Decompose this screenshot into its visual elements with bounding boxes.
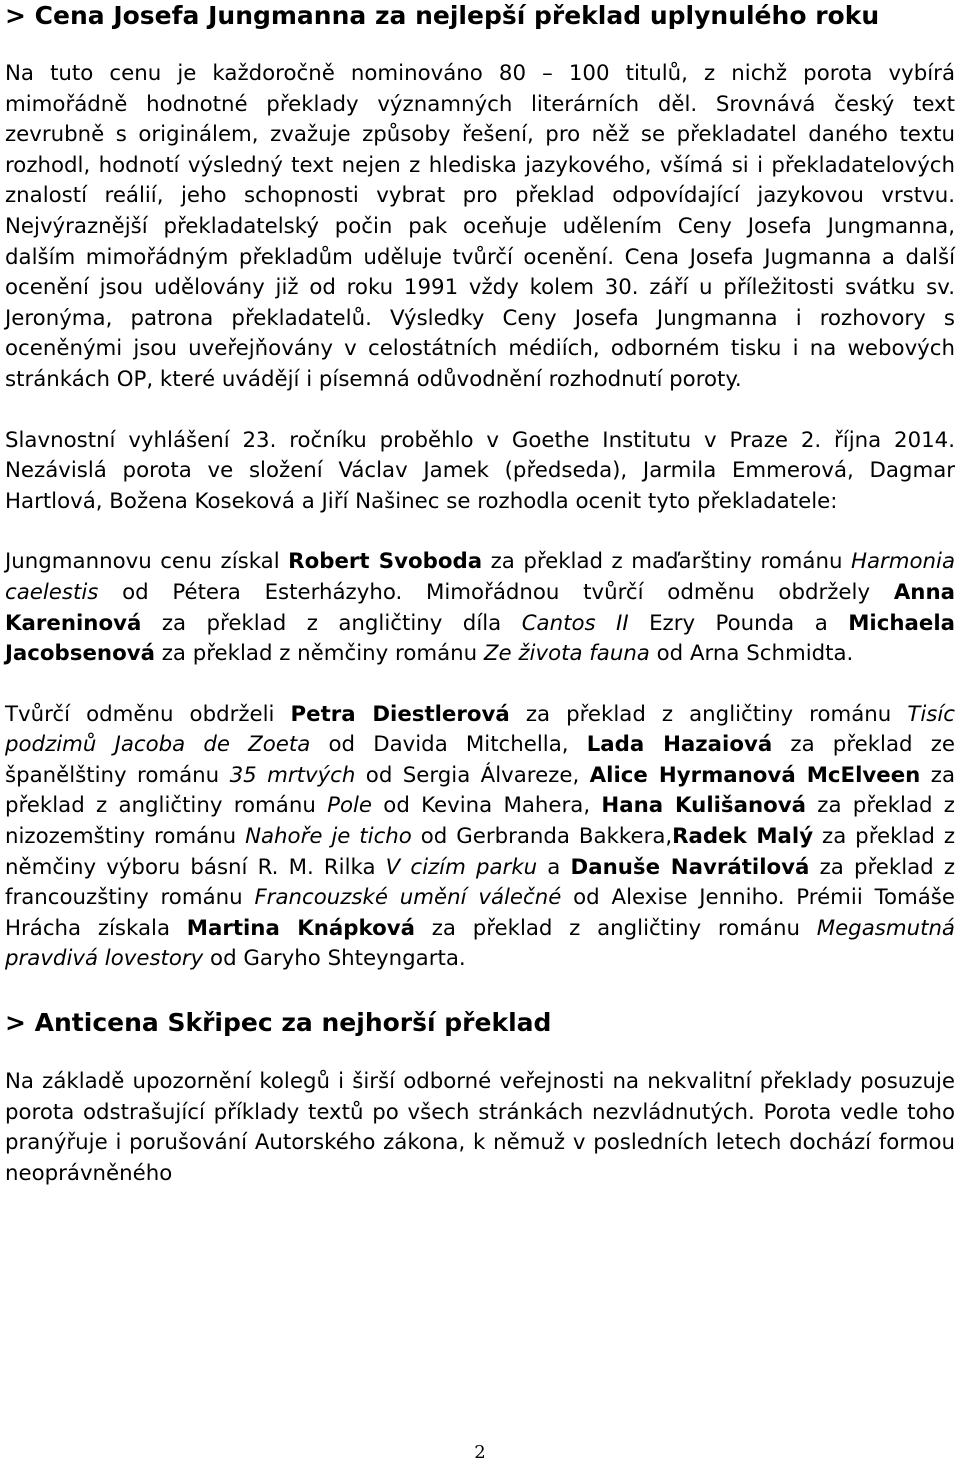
work-title: Megasmutná pravdivá lovestory (5, 915, 955, 972)
text-span: od Kevina Mahera, (372, 793, 602, 819)
work-title: Cantos II (521, 610, 629, 636)
translator-name: Alice Hyrmanová McElveen (589, 762, 921, 788)
text-span: Ezry Pounda a (628, 610, 849, 636)
translator-name: Michaela Jacobsenová (5, 610, 955, 667)
paragraph-creative-awards (5, 700, 955, 975)
translator-name: Martina Knápková (186, 915, 415, 941)
paragraph-main-winner (5, 547, 955, 669)
text-span: od Davida Mitchella, (310, 732, 587, 758)
work-title: Tisíc podzimů Jacoba de Zoeta (5, 701, 955, 758)
text-span: od Alexise Jenniho. Prémii Tomáše Hrácha získala (5, 885, 955, 941)
work-title: Nahoře je ticho (245, 824, 412, 850)
paragraph-prize-description: Na tuto cenu je každoročně nominováno 80 – 100 titulů, z nichž porota vybírá mimořádně hodnotné překlady významných literárních děl. Srovnává český text zevrubně s originálem, zvažuje způsoby řešení, pro něž se překladatel daného textu rozhodl, hodnotí výsledný text nejen z hlediska jazykového, všímá si i překladatelových znalostí reálií, jeho schopnosti vybrat pro překlad odpovídající jazykovou vrstvu. Nejvýraznější překladatelský počin pak oceňuje udělením Ceny Josefa Jungmanna, dalším mimořádným překladům uděluje tvůrčí ocenění. Cena Josefa Jugmanna a další ocenění jsou udělovány již od roku 1991 vždy kolem 30. září u příležitosti svátku sv. Jeronýma, patrona překladatelů. Výsledky Ceny Josefa Jungmanna i rozhovory s oceněnými jsou uveřejňovány v celostátních médiích, odborném tisku i na webových stránkách OP, které uvádějí i písemná odůvodnění rozhodnutí poroty. (5, 61, 955, 392)
paragraph-anticena-description: Na základě upozornění kolegů i širší odborné veřejnosti na nekvalitní překlady posuzuje porota odstrašující příklady textů po všech stránkách nezvládnutých. Porota vedle toho pranýřuje i porušování Autorského zákona, k němuž v posledních letech dochází formou neoprávněného (5, 1069, 955, 1186)
text-span: a (537, 854, 571, 880)
section-heading-anticena: > Anticena Skřipec za nejhorší překlad (5, 1008, 552, 1038)
text-span: za překlad z angličtiny románu (414, 915, 817, 941)
translator-name: Lada Hazaiová (586, 732, 773, 758)
section-anticena (5, 1007, 955, 1039)
work-title: Francouzské umění válečné (254, 885, 562, 911)
text-span: od Pétera Esterházyho. Mimořádnou tvůrčí odměnu obdržely (98, 579, 894, 605)
work-title: 35 mrtvých (229, 762, 356, 788)
translator-name: Petra Diestlerová (290, 701, 510, 727)
translator-name: Anna Kareninová (5, 579, 955, 636)
text-span: za překlad z němčiny románu (154, 641, 484, 667)
translator-name: Robert Svoboda (288, 549, 483, 575)
text-span: za překlad z francouzštiny románu (5, 854, 956, 911)
text-span: za překlad z maďarštiny románu (482, 549, 851, 575)
text-span: za překlad ze španělštiny románu (5, 732, 955, 788)
text-span: za překlad z nizozemštiny románu (5, 793, 955, 850)
work-title: Ze života fauna (483, 641, 650, 667)
text-span: za překlad z němčiny výboru básní R. M. Rilka (5, 824, 955, 880)
text-span: od Arna Schmidta. (649, 641, 854, 667)
document-page (5, 0, 955, 1189)
translator-name: Danuše Navrátilová (570, 854, 810, 880)
section-heading-jungmann-prize: > Cena Josefa Jungmanna za nejlepší překlad uplynulého roku (5, 1, 880, 30)
text-span: za překlad z angličtiny díla (141, 610, 522, 636)
paragraph-jury: Slavnostní vyhlášení 23. ročníku proběhlo v Goethe Institutu v Praze 2. října 2014. Nezávislá porota ve složení Václav Jamek (předseda), Jarmila Emmerová, Dagmar Hartlová, Božena Koseková a Jiří Našinec se rozhodla ocenit tyto překladatele: (5, 427, 955, 514)
text-span: od Gerbranda Bakkera, (411, 824, 673, 850)
text-span: od Sergia Álvareze, (355, 762, 590, 788)
text-span: Jungmannovu cenu získal (5, 549, 289, 575)
translator-name: Radek Malý (672, 824, 814, 850)
text-span: za překlad z angličtiny románu (509, 701, 908, 727)
translator-name: Hana Kulišanová (601, 793, 807, 819)
work-title: Harmonia caelestis (5, 549, 956, 605)
work-title: Pole (327, 793, 373, 819)
page-number: 2 (474, 1442, 486, 1463)
text-span: za překlad z angličtiny románu (5, 762, 955, 819)
text-span: od Garyho Shteyngarta. (203, 946, 466, 972)
work-title: V cizím parku (385, 854, 538, 880)
text-span: Tvůrčí odměnu obdrželi (5, 701, 291, 727)
